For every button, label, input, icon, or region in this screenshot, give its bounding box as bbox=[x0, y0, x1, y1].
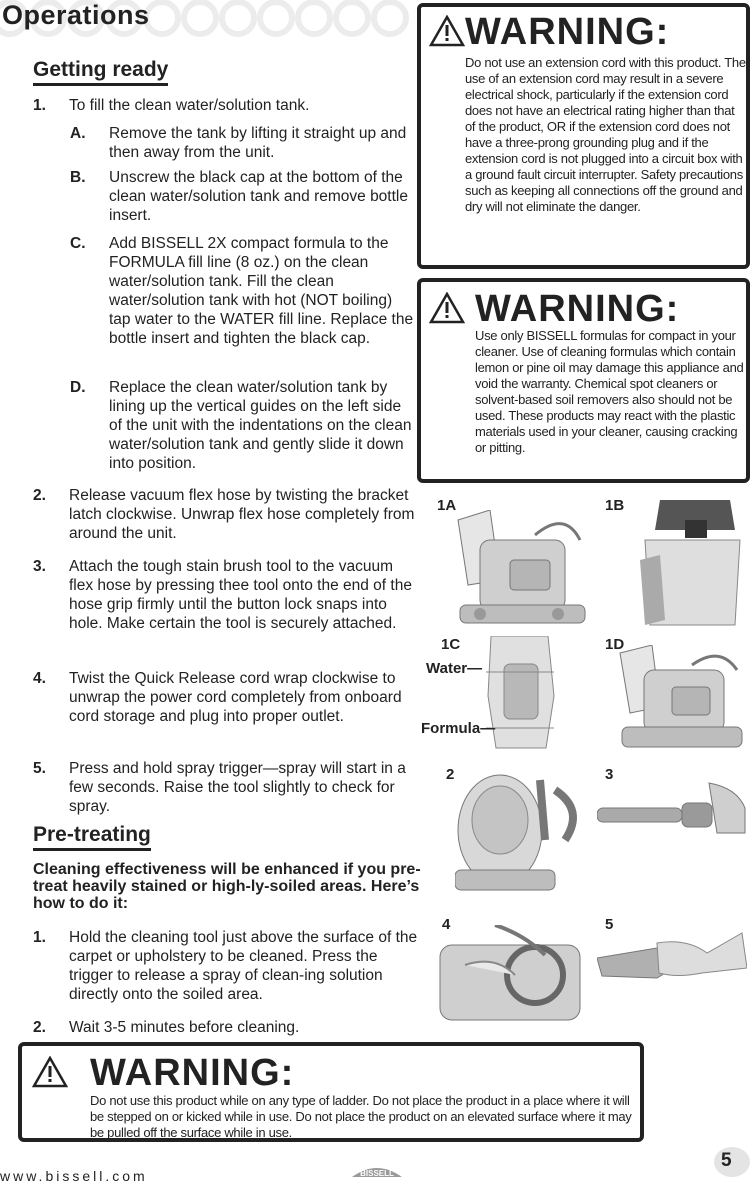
figure-label: 4 bbox=[442, 916, 451, 933]
pre-treating-intro: Cleaning effectiveness will be enhanced if you pre-treat heavily stained or high-ly-soiled areas. Here’s how to do it: bbox=[33, 861, 421, 912]
figure-5-illustration bbox=[597, 928, 747, 988]
substep-text: Unscrew the black cap at the bottom of the clean water/solution tank and remove bottle insert. bbox=[109, 169, 408, 224]
step-number: 4. bbox=[33, 670, 46, 687]
page-number-circle-icon bbox=[714, 1147, 750, 1177]
substep-c bbox=[70, 234, 415, 348]
warning-title: WARNING: bbox=[90, 1052, 295, 1094]
water-label-text: Water bbox=[426, 660, 468, 677]
step-number: 2. bbox=[33, 487, 46, 504]
pre-step-1 bbox=[33, 928, 418, 1004]
substep-letter: A. bbox=[70, 125, 86, 142]
warning-triangle-icon bbox=[429, 15, 465, 47]
step-number: 1. bbox=[33, 97, 46, 114]
bissell-logo bbox=[350, 1161, 404, 1179]
substep-letter: C. bbox=[70, 235, 86, 252]
step-text: Wait 3-5 minutes before cleaning. bbox=[69, 1019, 300, 1036]
figure-label: 1B bbox=[605, 497, 625, 514]
warning-title: WARNING: bbox=[465, 11, 670, 53]
figure-label: 1A bbox=[437, 497, 457, 514]
figure-label: 1C bbox=[441, 636, 461, 653]
figure-label: 1D bbox=[605, 636, 625, 653]
formula-label-text: Formula bbox=[421, 720, 481, 737]
warning-box-extension-cord bbox=[417, 3, 750, 269]
warning-triangle-icon bbox=[429, 292, 465, 324]
footer-url[interactable]: www.bissell.com bbox=[0, 1168, 148, 1184]
substep-d bbox=[70, 378, 415, 473]
step-1 bbox=[33, 96, 418, 115]
figure-4-illustration bbox=[435, 925, 590, 1025]
substep-a bbox=[70, 124, 415, 162]
figure-label: 2 bbox=[446, 766, 455, 783]
figure-1c-illustration bbox=[486, 636, 556, 754]
getting-ready-heading: Getting ready bbox=[33, 58, 168, 86]
substep-text: Replace the clean water/solution tank by lining up the vertical guides on the left side of the unit with the indentations on the clean water/solution tank and gently slide it down into position. bbox=[109, 379, 412, 472]
step-number: 5. bbox=[33, 760, 46, 777]
step-text: Attach the tough stain brush tool to the vacuum flex hose by pressing thee tool onto the end of the hose grip firmly until the button lock snaps into hole. Make certain the tool is securely attached. bbox=[69, 558, 412, 632]
figure-label: 5 bbox=[605, 916, 614, 933]
step-number: 3. bbox=[33, 558, 46, 575]
figure-1b-illustration bbox=[640, 500, 752, 630]
figure-label: 3 bbox=[605, 766, 614, 783]
warning-text: Use only BISSELL formulas for compact in your cleaner. Use of cleaning formulas which contain lemon or pine oil may damage this appliance and void the warranty. Chemical spot cleaners or solvent-based soil removers also should not be used. These products may react with the plastic materials used in your cleaner, causing cracking or pitting. bbox=[475, 328, 744, 455]
step-2 bbox=[33, 486, 418, 543]
figure-2-illustration bbox=[455, 770, 590, 895]
step-text: Hold the cleaning tool just above the surface of the carpet or upholstery to be cleaned. Press the trigger to release a spray of clean-ing solution directly onto the soiled area. bbox=[69, 929, 418, 1003]
figure-1d-illustration bbox=[612, 645, 747, 755]
substep-letter: B. bbox=[70, 169, 86, 186]
formula-line-label: Formula— bbox=[421, 720, 496, 737]
step-text: Press and hold spray trigger—spray will start in a few seconds. Raise the tool slightly to check for spray. bbox=[69, 760, 406, 815]
page-number: 5 bbox=[721, 1150, 732, 1171]
step-text: To fill the clean water/solution tank. bbox=[69, 97, 310, 114]
step-5 bbox=[33, 759, 418, 816]
water-line-label: Water— bbox=[426, 660, 483, 677]
step-text: Release vacuum flex hose by twisting the bracket latch clockwise. Unwrap flex hose completely from around the unit. bbox=[69, 487, 415, 542]
warning-triangle-icon bbox=[32, 1056, 68, 1088]
warning-box-ladder bbox=[18, 1042, 644, 1142]
substep-letter: D. bbox=[70, 379, 86, 396]
page-title: Operations bbox=[2, 0, 150, 30]
substep-text: Remove the tank by lifting it straight up and then away from the unit. bbox=[109, 125, 407, 161]
page-number-badge bbox=[714, 1147, 750, 1177]
warning-text: Do not use an extension cord with this product. The use of an extension cord may result in a severe electrical shock, particularly if the extension cord does not have an electrical rating higher than that of the product, OR if the extension cord does not have a three-prong grounding plug and if the extension cord is not plugged into a circuit box with a ground fault circuit interrupter. Safety precautions such as keeping all connections off the ground and dry will not eliminate the danger. bbox=[465, 55, 746, 214]
figure-1a-illustration bbox=[440, 510, 590, 630]
figure-3-illustration bbox=[597, 773, 747, 843]
pre-treating-heading: Pre-treating bbox=[33, 823, 151, 851]
brand-text: BISSELL bbox=[360, 1169, 394, 1178]
step-3 bbox=[33, 557, 418, 633]
warning-box-formulas bbox=[417, 278, 750, 483]
step-4 bbox=[33, 669, 418, 726]
step-number: 2. bbox=[33, 1019, 46, 1036]
warning-title: WARNING: bbox=[475, 288, 680, 330]
substep-b bbox=[70, 168, 415, 225]
step-number: 1. bbox=[33, 929, 46, 946]
step-text: Twist the Quick Release cord wrap clockwise to unwrap the power cord completely from onboard cord storage and plug into proper outlet. bbox=[69, 670, 402, 725]
substep-text: Add BISSELL 2X compact formula to the FORMULA fill line (8 oz.) on the clean water/solution tank. Fill the clean water/solution tank with hot (NOT boiling) tap water to the WATER fill line. Replace the bottle insert and tighten the black cap. bbox=[109, 235, 414, 347]
pre-step-2 bbox=[33, 1018, 418, 1037]
warning-text: Do not use this product while on any type of ladder. Do not place the product in a place where it will be stepped on or kicked while in use. Do not place the product on an elevated surface where it may be pulled off the surface while in use. bbox=[90, 1093, 632, 1140]
